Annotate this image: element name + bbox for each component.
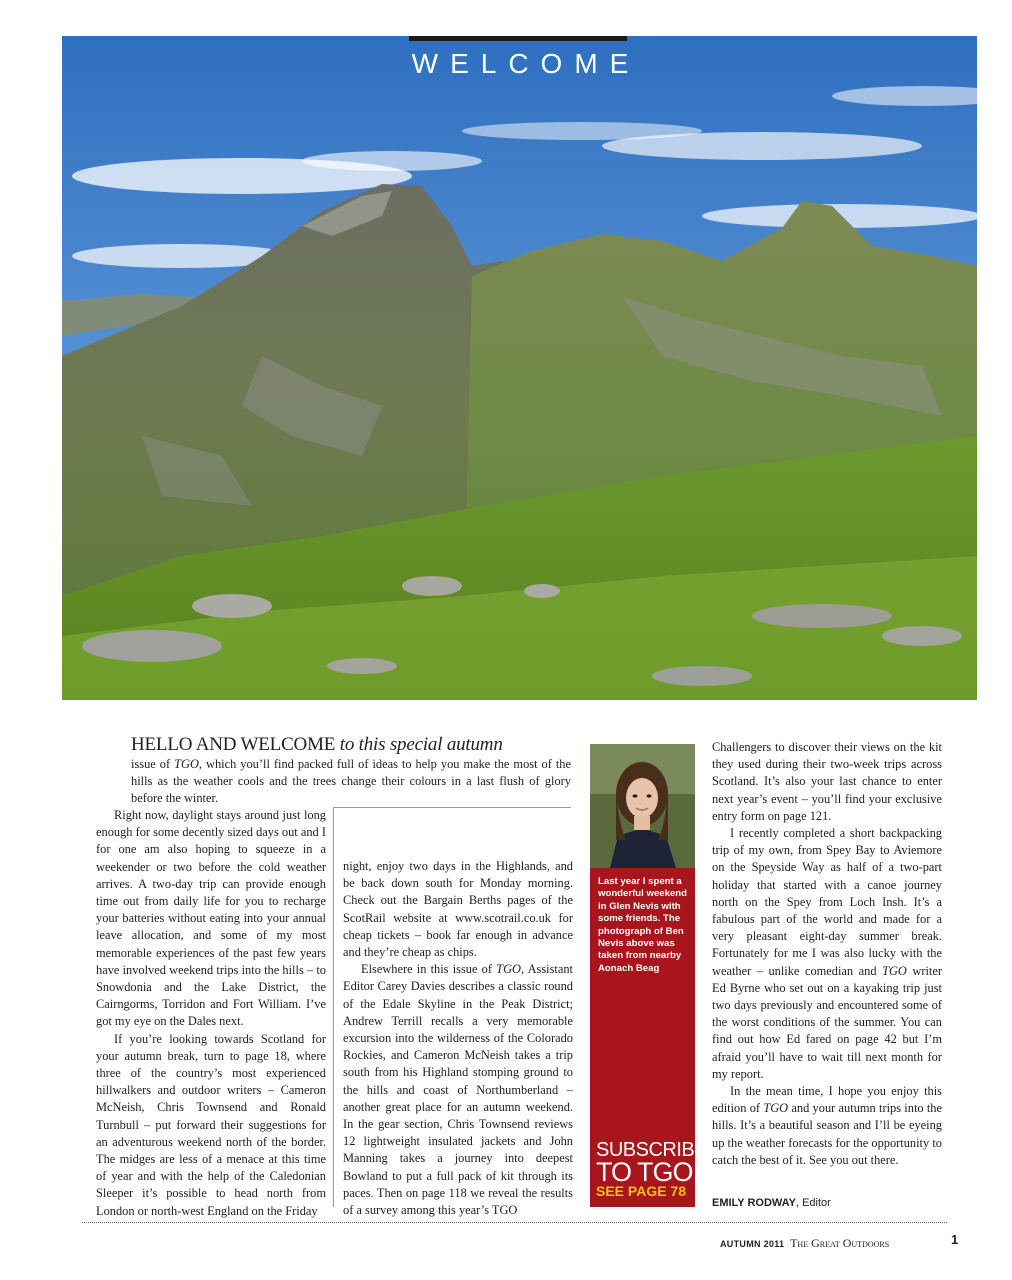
column-2: [343, 858, 573, 1219]
editor-avatar-icon: [590, 744, 695, 868]
col3-paragraph-2: [712, 825, 942, 1083]
col1-paragraph-2: If you’re looking towards Scotland for your autumn break, turn to page 18, where three of the country’s most experienced hillwalkers and outdoor writers – Cameron McNeish, Chris Townsend and Ronald Turnbull – put forward their suggestions for an adventurous weekend north of the border. The midges are less of a menace at this time of year and with the help of the Caledonian Sleeper it’s possible to head north from London or north-west England on the Friday: [96, 1031, 326, 1218]
col2-paragraph-2: [343, 961, 573, 1219]
see-page-label[interactable]: SEE PAGE 78: [596, 1183, 687, 1199]
page-footer: [720, 1236, 889, 1251]
subscribe-sidebar: [590, 744, 708, 1207]
photo-caption: Last year I spent a wonderful weekend in Glen Nevis with some friends. The photograph of Ben Nevis above was taken from nearby Aonach Beag: [598, 876, 688, 974]
hero-photo: [62, 36, 977, 700]
editor-name: EMILY RODWAY: [712, 1197, 796, 1209]
col3-p3-b: and your autumn trips into the hills. It’s a beautiful season and I’ll be eyeing up the weather forecasts for the opportunity to catch the best of it. See you out there.: [712, 1101, 943, 1167]
intro-after: , which you’ll find packed full of ideas to help you make the most of the hills as the weather cools and the trees change their colours in a last flush of glory before the winter.: [131, 757, 571, 806]
col2-p2-a: Elsewhere in this issue of: [361, 962, 497, 977]
header-rule: [409, 36, 627, 41]
col1-paragraph-1: Right now, daylight stays around just long enough for some decently sized days out and I for one am also hoping to squeeze in a weekender or two before the cold weather arrives. A two-day trip can provide enough time out from daily life for you to recharge your batteries without eating into your annual leave allocation, and some of my most memorable experiences of the past few years have involved weekend trips into the hills – to Snowdonia and the Lake District, the Cairngorms, Torridon and Fort William. I’ve got my eye on the Dales next.: [96, 808, 326, 1029]
intro-tgo: TGO: [174, 757, 199, 771]
col2-paragraph-1: night, enjoy two days in the Highlands, and be back down south for Monday morning. Check out the Bargain Berths pages of the ScotRail website at www.scotrail.co.uk for cheap tickets – book far enough in advance and they’re cheap as chips.: [343, 859, 573, 960]
editor-role: , Editor: [795, 1197, 831, 1209]
col3-p2-a: I recently completed a short backpacking trip of my own, from Spey Bay to Aviemore on the Speyside Way as half of a two-part holiday that started with a canoe journey north on the Spey from Loch Insh. It’s a fabulous part of the world and made for a very pleasant eight-day summer break. Fortunately for me I was also lucky with the weather – unlike comedian and: [712, 826, 942, 978]
headline-italic: to this special autumn: [339, 734, 503, 755]
to-tgo-label[interactable]: TO TGO: [596, 1157, 693, 1187]
col2-p2-tgo: TGO: [496, 962, 521, 977]
headline-caps: HELLO AND WELCOME: [131, 734, 336, 755]
col3-p3-tgo: TGO: [763, 1101, 789, 1116]
column-3: [712, 739, 942, 1169]
col3-p3-a: In the mean time, I hope you enjoy this edition of: [712, 1084, 942, 1116]
intro-before: issue of: [131, 757, 175, 771]
editor-portrait: [590, 744, 695, 868]
page-number: 1: [951, 1232, 959, 1247]
section-label: WELCOME: [411, 48, 641, 79]
col3-p2-b: writer Ed Byrne who set out on a kayaking trip just two days previously and encountered some of the worst conditions of the summer. You can find out how Ed fared on page 42 but I’m afraid you’ll have to wait till next month for my report.: [712, 963, 943, 1081]
footer-rule: [82, 1222, 947, 1223]
col3-paragraph-1: Challengers to discover their views on the kit they used during their two-week trips across Scotland. It’s also your last chance to enter next year’s event – you’ll find your exclusive entry form on page 121.: [712, 740, 942, 823]
col3-paragraph-3: [712, 1083, 942, 1169]
column-divider: [333, 807, 334, 1207]
intro-paragraph: [131, 756, 571, 808]
issue-season: AUTUMN 2011: [720, 1239, 785, 1249]
col2-p2-b: , Assistant Editor Carey Davies describes a classic round of the Edale Skyline in the Peak District; Andrew Terrill recalls a very memorable excursion into the wilderness of the Colorado Rockies, and Cameron McNeish takes a trip south from his Highland stomping ground to the hills and coast of Northumberland – another great place for an autumn weekend. In the gear section, Chris Townsend reviews 12 lightweight insulated jackets and John Manning takes a journey into deepest Bowland to put a full pack of kit through its paces. Then on page 118 we reveal the results of a survey among this year’s TGO: [343, 962, 574, 1218]
article-headline: [131, 735, 571, 755]
editor-signoff: [712, 1197, 831, 1209]
mountain-photo-icon: [62, 36, 977, 700]
magazine-name: The Great Outdoors: [790, 1236, 890, 1250]
column-1: [96, 807, 326, 1220]
col3-p2-tgo: TGO: [882, 963, 907, 978]
column-rule: [333, 807, 571, 808]
subscribe-label[interactable]: SUBSCRIBE: [596, 1139, 708, 1161]
